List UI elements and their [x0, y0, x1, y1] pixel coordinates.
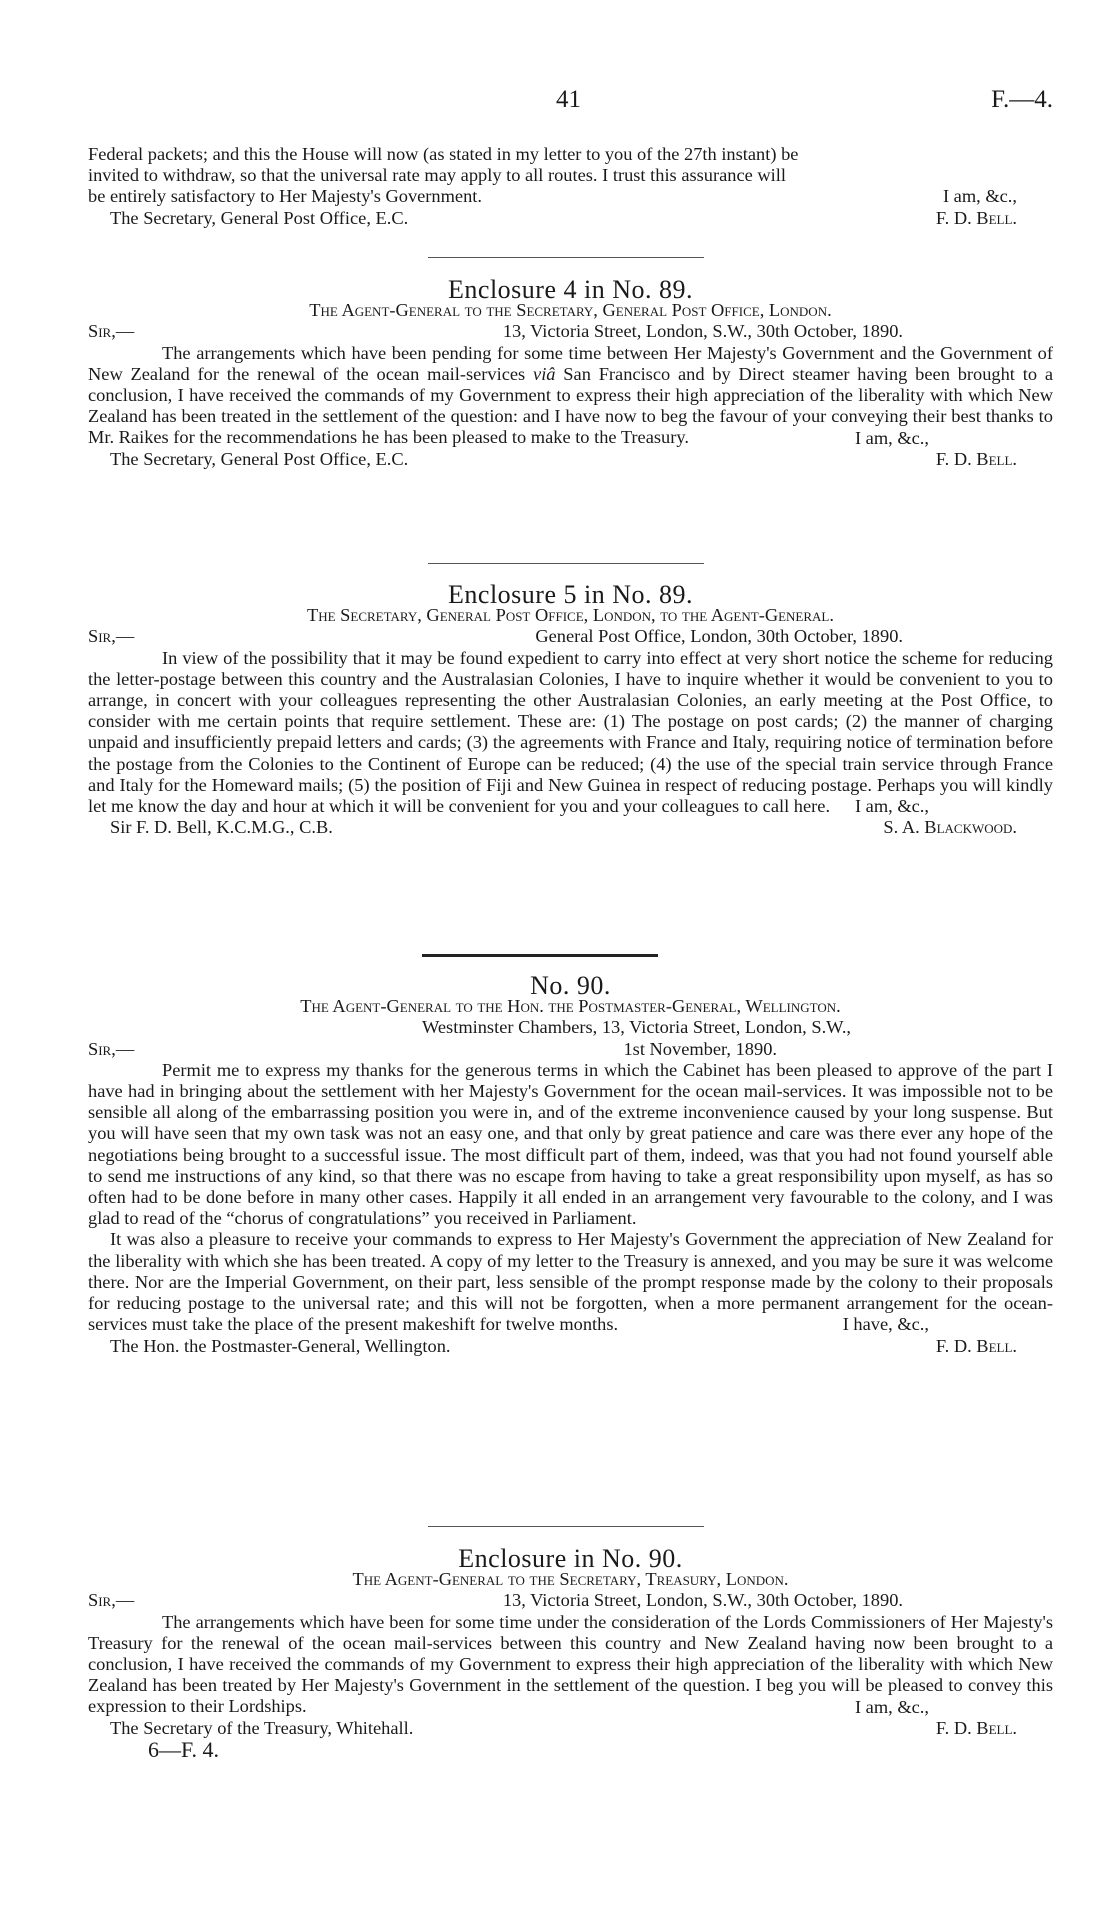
dateline: General Post Office, London, 30th October, 1890.	[535, 626, 903, 647]
section-heading: Enclosure in No. 90.	[458, 1544, 683, 1573]
signature-line	[88, 817, 1053, 838]
signature-line	[88, 208, 1053, 229]
dateline: 13, Victoria Street, London, S.W., 30th October, 1890.	[502, 1590, 903, 1611]
closing: I am, &c.,	[854, 796, 929, 817]
letter-body: In view of the possibility that it may be found expedient to carry into effect at very short notice the scheme for reducing the letter-postage between this country and the Australasian Colonies, I have to inquire whether it would be convenient to you to arrange, in concert with your colleagues representing the other Australasian Colonies, an early meeting at the Post Office, to consider with me certain points that require settlement. These are: (1) The postage on post cards; (2) the manner of charging unpaid and insufficiently prepaid letters and cards; (3) the agreements with France and Italy, requiring notice of termination before the postage from the Colonies to the Continent of Europe can be reduced; (4) the use of the special train service through France and Italy for the Homeward mails; (5) the position of Fiji and New Guinea in respect of reducing postage. Perhaps you will kindly let me know the day and hour at which it will be convenient for you and your colleagues to call here.	[88, 647, 1053, 817]
salutation-line	[88, 1590, 1053, 1611]
text-line: be entirely satisfactory to Her Majesty's Government. I am, &c.,	[88, 186, 1017, 207]
letter-body: The arrangements which have been for some time under the consideration of the Lords Commissioners of Her Majesty's Treasury for the renewal of the ocean mail-services between this country and New Zealand having now been brought to a conclusion, I have received the commands of my Government to express their high appreciation of the liberality with which New Zealand has been treated by Her Majesty's Government in the settlement of the question. I beg you will be pleased to convey this expression to their Lordships.	[88, 1611, 1053, 1717]
letter-body: The arrangements which have been pending for some time between Her Majesty's Government and the Government of New Zealand for the renewal of the ocean mail-services viâ San Francisco and by Direct steamer having been brought to a conclusion, I have received the commands of my Government to express their high appreciation of the liberality with which New Zealand has been treated in the settlement of the question: and I have now to beg the favour of your conveying their best thanks to Mr. Raikes for the recommendations he has been pleased to make to the Treasury.	[88, 342, 1053, 448]
section-divider	[428, 563, 704, 564]
page-number: 41	[556, 86, 581, 113]
addressee: The Hon. the Postmaster-General, Wellington.	[110, 1335, 451, 1356]
signature: F. D. Bell.	[935, 1335, 1017, 1356]
document-reference: F.—4.	[991, 86, 1053, 113]
signature: F. D. Bell.	[935, 1717, 1017, 1738]
signature-line	[88, 1336, 1053, 1357]
signature: F. D. Bell.	[935, 448, 1017, 469]
closing: I have, &c.,	[842, 1314, 929, 1335]
closing: I am, &c.,	[854, 1696, 929, 1717]
section-subheading: The Agent-General to the Hon. the Postmaster-General, Wellington.	[300, 996, 841, 1017]
enclosure-no-90	[88, 1544, 1053, 1763]
signature-mark: 6—F. 4.	[148, 1737, 219, 1763]
salutation: Sir,—	[88, 1590, 135, 1611]
enclosure-5	[88, 580, 1053, 839]
heavy-divider	[422, 954, 658, 957]
salutation: Sir,—	[88, 626, 135, 647]
section-heading: Enclosure 4 in No. 89.	[448, 275, 693, 304]
signature: S. A. Blackwood.	[883, 817, 1017, 838]
letter-paragraph: Permit me to express my thanks for the generous terms in which the Cabinet has been pleased to approve of the part I have had in bringing about the settlement with her Majesty's Government for the ocean mail-services. It was impossible not to be sensible all along of the embarrassing position you were in, and of the extreme inconvenience caused by your long suspense. But you will have seen that my own task was not an easy one, and that only by great patience and care was there ever any hope of the negotiations being brought to a successful issue. The most difficult part of them, indeed, was that you had not found yourself able to send me instructions of any kind, so that there was no escape from having to take a great responsibility upon myself, as has so often had to be done before in many other cases. Happily it all ended in an arrangement very favourable to the colony, and I was glad to read of the “chorus of congratulations” you received in Parliament.	[88, 1059, 1053, 1229]
signature: F. D. Bell.	[935, 207, 1017, 228]
section-subheading: The Secretary, General Post Office, London, to the Agent-General.	[307, 605, 834, 626]
salutation-line	[88, 1039, 1053, 1060]
addressee: Sir F. D. Bell, K.C.M.G., C.B.	[110, 817, 333, 838]
letter-paragraph: It was also a pleasure to receive your commands to express to Her Majesty's Government the appreciation of New Zealand for the liberality with which she has been treated. A copy of my letter to the Treasury is annexed, and you may be sure it was welcome there. Nor are the Imperial Government, on their part, less sensible of the prompt response made by the colony to their proposals for reducing postage to the universal rate; and this will not be forgotten, when a more permanent arrangement for the ocean-services must take the place of the present makeshift for twelve months.	[88, 1229, 1053, 1335]
signature-line	[88, 449, 1053, 470]
text-line: invited to withdraw, so that the universal rate may apply to all routes. I trust this assurance will	[88, 165, 786, 186]
salutation: Sir,—	[88, 1038, 135, 1059]
salutation: Sir,—	[88, 321, 135, 342]
continued-letter	[88, 144, 1053, 229]
section-heading: Enclosure 5 in No. 89.	[448, 580, 693, 609]
closing: I am, &c.,	[854, 427, 929, 448]
salutation-line	[88, 321, 1053, 342]
letter-no-90	[88, 971, 1053, 1357]
section-divider	[428, 257, 704, 258]
text-line: Federal packets; and this the House will now (as stated in my letter to you of the 27th instant) be	[88, 144, 799, 164]
section-heading: No. 90.	[530, 971, 611, 1000]
date: 1st November, 1890.	[623, 1038, 777, 1059]
section-divider	[428, 1526, 704, 1527]
dateline: 13, Victoria Street, London, S.W., 30th October, 1890.	[502, 321, 903, 342]
salutation-line	[88, 626, 1053, 647]
signature-line	[88, 1718, 1053, 1739]
enclosure-4	[88, 275, 1053, 470]
address: Westminster Chambers, 13, Victoria Street, London, S.W.,	[422, 1017, 852, 1038]
addressee: The Secretary, General Post Office, E.C.	[110, 448, 409, 469]
section-subheading: The Agent-General to the Secretary, Treasury, London.	[352, 1569, 789, 1590]
addressee: The Secretary, General Post Office, E.C.	[110, 207, 409, 228]
closing: I am, &c.,	[942, 186, 1017, 207]
addressee: The Secretary of the Treasury, Whitehall.	[110, 1717, 414, 1738]
section-subheading: The Agent-General to the Secretary, General Post Office, London.	[309, 300, 832, 321]
